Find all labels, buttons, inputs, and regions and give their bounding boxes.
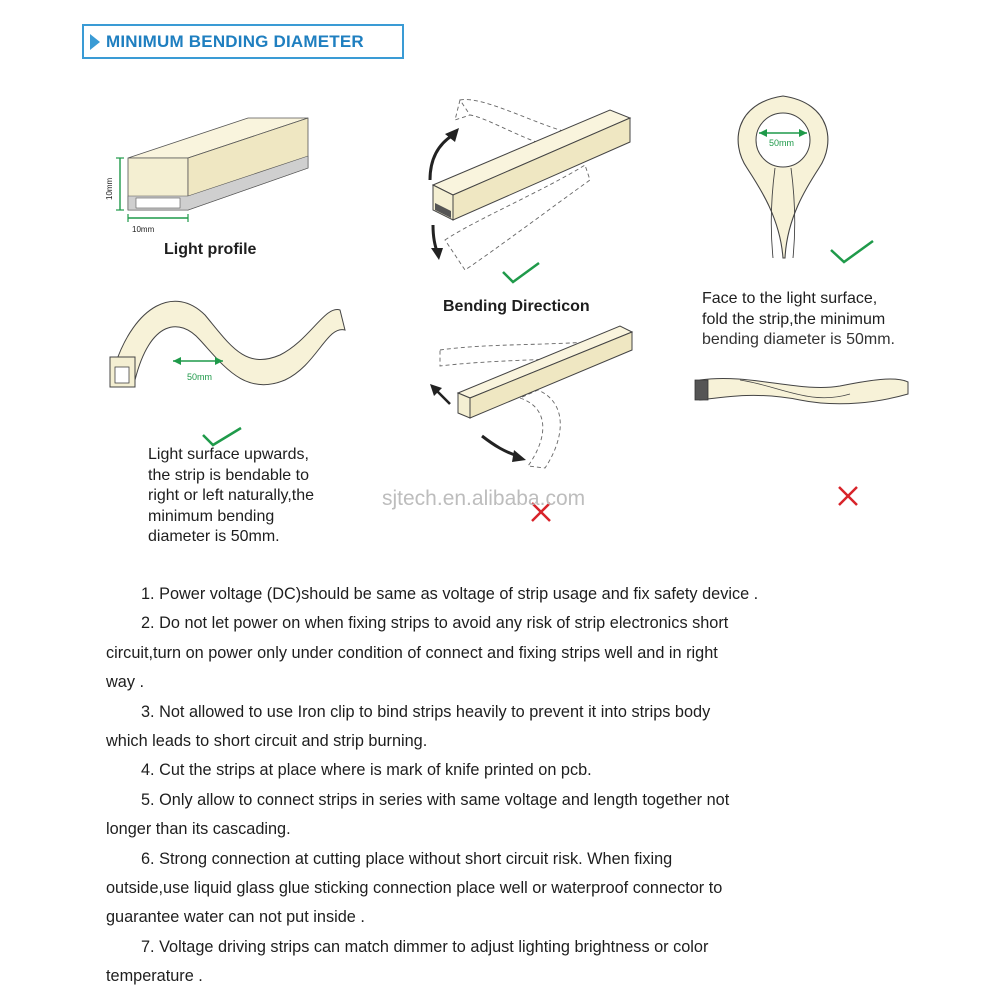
bending-caption: Bending Directicon	[443, 298, 590, 315]
loop-check-icon	[828, 238, 876, 266]
profile-width-label: 10mm	[132, 225, 155, 234]
loop-description-line: bending diameter is 50mm.	[702, 331, 895, 348]
note-line: 7. Voltage driving strips can match dimmer to adjust lighting brightness or color	[141, 937, 709, 956]
loop-description	[702, 289, 962, 351]
note-line: longer than its cascading.	[106, 820, 291, 839]
bending-direction-side-illustration	[420, 318, 640, 473]
loop-fold-illustration	[725, 88, 845, 263]
usage-notes	[106, 580, 826, 992]
twist-cross-icon	[836, 484, 860, 508]
note-item	[106, 698, 826, 757]
note-item	[106, 580, 826, 609]
note-line: way .	[106, 673, 145, 692]
note-line: 5. Only allow to connect strips in series with same voltage and length together not	[141, 790, 730, 809]
note-line: temperature .	[106, 967, 203, 986]
wave-bend-illustration	[95, 285, 365, 405]
note-line: 3. Not allowed to use Iron clip to bind strips heavily to prevent it into strips body	[141, 702, 711, 721]
section-title: MINIMUM BENDING DIAMETER	[106, 31, 364, 51]
header-marker-icon	[90, 34, 100, 50]
profile-caption: Light profile	[164, 241, 257, 258]
loop-diameter-label: 50mm	[769, 138, 795, 148]
note-line: which leads to short circuit and strip burning.	[106, 732, 428, 751]
note-line: guarantee water can not put inside .	[106, 908, 365, 927]
note-line: circuit,turn on power only under condition of connect and fixing strips well and in right	[106, 643, 718, 662]
loop-description-line: Face to the light surface,	[702, 290, 878, 307]
twisted-strip-illustration	[690, 368, 915, 413]
wave-description-line: diameter is 50mm.	[148, 528, 280, 545]
profile-height-label: 10mm	[105, 177, 114, 200]
loop-description-line: fold the strip,the minimum	[702, 310, 886, 328]
note-line: 1. Power voltage (DC)should be same as voltage of strip usage and fix safety device .	[141, 585, 759, 603]
note-item	[106, 609, 826, 697]
note-item	[106, 786, 826, 845]
wave-description-line: Light surface upwards,	[148, 446, 309, 463]
wave-description-line: right or left naturally,the	[148, 487, 315, 504]
note-item	[106, 756, 826, 785]
note-line: 2. Do not let power on when fixing strips to avoid any risk of strip electronics short	[141, 614, 729, 633]
wave-diameter-label: 50mm	[187, 372, 213, 382]
note-line: 6. Strong connection at cutting place without short circuit risk. When fixing	[141, 849, 673, 868]
wave-description	[148, 445, 368, 548]
note-line: outside,use liquid glass glue sticking connection place well or waterproof connector to	[106, 879, 723, 898]
note-item	[106, 845, 826, 933]
wave-description-line: the strip is bendable to	[148, 466, 309, 484]
watermark: sjtech.en.alibaba.com	[382, 487, 586, 510]
note-item	[106, 933, 826, 992]
light-profile-illustration	[100, 110, 320, 240]
wave-description-line: minimum bending	[148, 507, 275, 525]
bending-up-check-icon	[500, 260, 542, 286]
note-line: 4. Cut the strips at place where is mark of knife printed on pcb.	[141, 761, 592, 780]
section-header	[82, 24, 404, 59]
